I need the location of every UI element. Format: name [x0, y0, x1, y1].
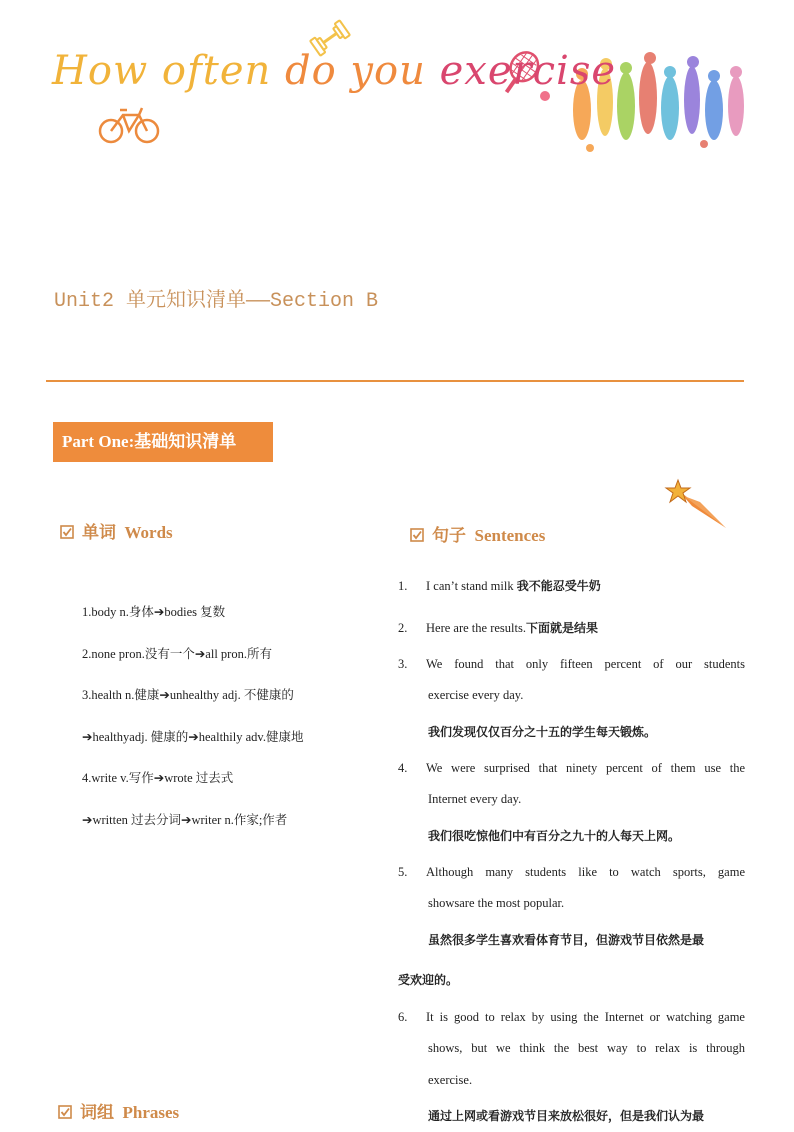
shooting-star-icon — [664, 476, 730, 532]
sentence-zh: 通过上网或看游戏节目来放松很好，但是我们认为最 — [428, 1109, 705, 1123]
sentences-heading — [410, 521, 545, 546]
sentence-zh: 我们很吃惊他们中有百分之九十的人每天上网。 — [428, 829, 681, 843]
sentences-heading-en: Sentences — [474, 526, 546, 545]
sentence-en: It is good to relax by using the Internet or watching game — [426, 1010, 745, 1024]
words-heading — [60, 518, 173, 543]
banner-title-part1: How often — [52, 48, 272, 94]
phrases-heading-en: Phrases — [122, 1103, 180, 1122]
checkbox-icon — [410, 528, 424, 542]
sentences-heading-zh: 句子 — [432, 526, 466, 545]
checkbox-icon — [58, 1105, 72, 1119]
word-line: 3.health n.健康➔unhealthy adj. 不健康的 — [82, 688, 294, 702]
sentence-zh: 虽然很多学生喜欢看体育节目，但游戏节目依然是最 — [428, 933, 705, 947]
sentence-zh: 下面就是结果 — [525, 621, 598, 635]
sentence-en: exercise every day. — [428, 688, 524, 702]
sentence-en: I can’t stand milk — [426, 579, 514, 593]
checkbox-icon — [60, 525, 74, 539]
word-line: 2.none pron.没有一个➔all pron.所有 — [82, 647, 272, 661]
bicycle-icon — [98, 106, 160, 144]
word-line: ➔healthyadj. 健康的➔healthily adv.健康地 — [82, 730, 304, 744]
sentence-zh: 受欢迎的。 — [398, 973, 459, 987]
sentence-en: Although many students like to watch sports, game — [426, 865, 745, 879]
sentence-en: We were surprised that ninety percent of them use the — [426, 761, 745, 775]
sentence-en: shows, but we think the best way to relax is through — [428, 1041, 745, 1055]
banner-title-part3: exercise — [439, 48, 617, 94]
sentence-item — [426, 613, 598, 644]
divider — [46, 380, 744, 382]
word-line: 1.body n.身体➔bodies 复数 — [82, 605, 226, 619]
sentence-number: 2. — [398, 621, 408, 635]
banner-title-part2: do you — [285, 48, 426, 94]
word-line: ➔written 过去分词➔writer n.作家;作者 — [82, 813, 288, 827]
words-heading-zh: 单词 — [82, 523, 116, 542]
sentence-en: We found that only fifteen percent of our students — [426, 657, 745, 671]
word-line: 4.write v.写作➔wrote 过去式 — [82, 771, 234, 785]
phrases-heading — [58, 1098, 179, 1123]
words-heading-en: Words — [124, 523, 173, 542]
sentence-en: showsare the most popular. — [428, 896, 565, 910]
sentence-number: 5. — [398, 865, 408, 879]
sentence-zh: 我不能忍受牛奶 — [516, 579, 601, 593]
sentence-number: 3. — [398, 657, 408, 671]
sentence-item — [426, 571, 601, 602]
sentence-en: Internet every day. — [428, 792, 522, 806]
phrases-heading-zh: 词组 — [80, 1103, 114, 1122]
unit-title: Unit2 单元知识清单——Section B — [54, 290, 379, 313]
sentence-number: 4. — [398, 761, 408, 775]
sentence-en: Here are the results. — [426, 621, 526, 635]
sentence-en: exercise. — [428, 1073, 473, 1087]
part-one-label: Part One:基础知识清单 — [53, 422, 273, 462]
banner-title — [52, 48, 616, 94]
sentence-number: 6. — [398, 1010, 408, 1024]
sentence-number: 1. — [398, 579, 408, 593]
sentence-zh: 我们发现仅仅百分之十五的学生每天锻炼。 — [428, 725, 657, 739]
